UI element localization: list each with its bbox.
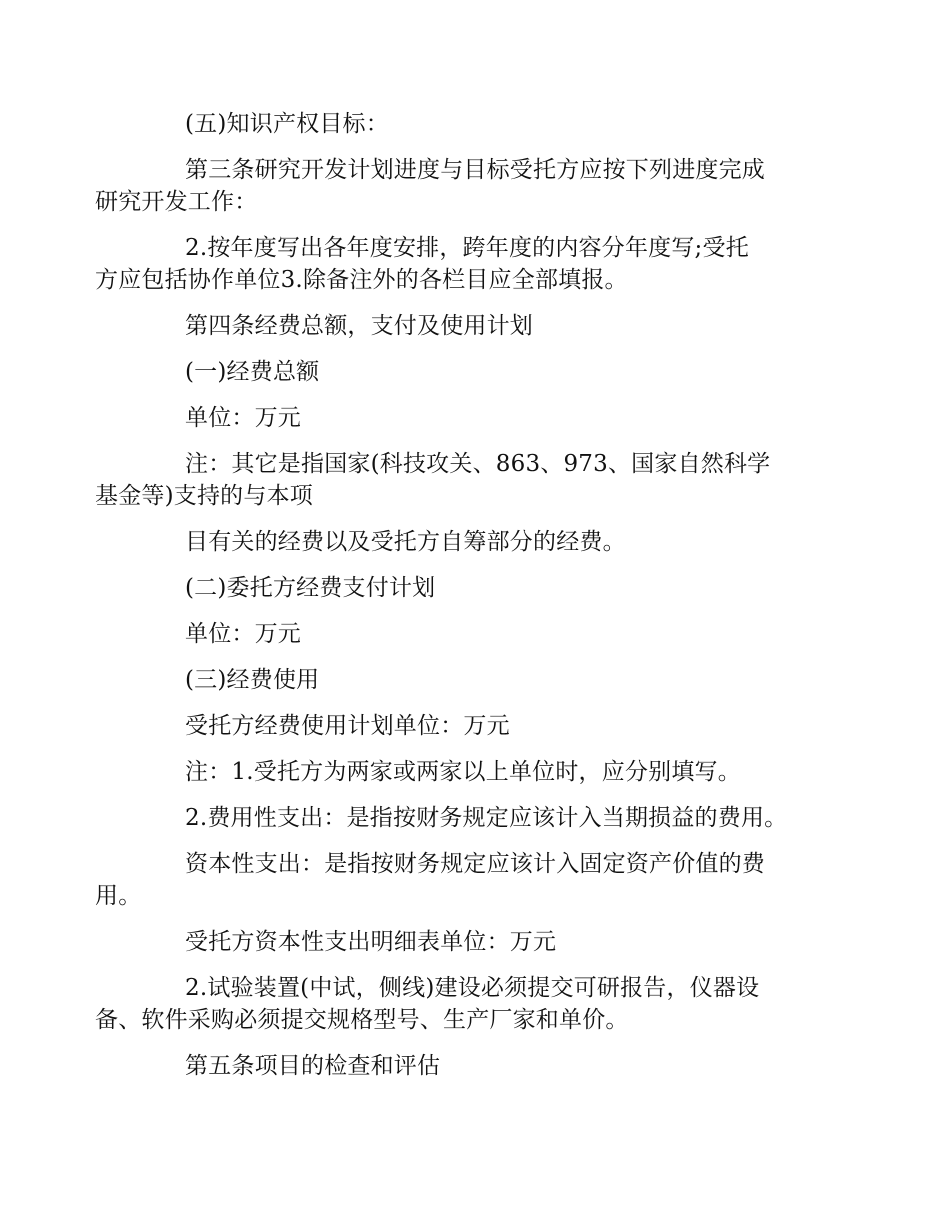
paragraph-line: (一)经费总额 [185,359,320,385]
paragraph-line: 2.试验装置(中试，侧线)建设必须提交可研报告，仪器设 [185,975,760,1001]
document-paragraph [95,154,812,218]
document-paragraph [140,1050,812,1082]
paragraph-line: 注：其它是指国家(科技攻关、863、973、国家自然科学 [185,451,771,477]
paragraph-line: 研究开发工作： [95,189,258,215]
paragraph-line: 受托方资本性支出明细表单位：万元 [185,929,557,955]
paragraph-line: 资本性支出：是指按财务规定应该计入固定资产价值的费 [185,851,765,877]
document-paragraph [95,848,812,912]
paragraph-line: 用。 [95,883,142,909]
document-paragraph [95,232,812,296]
paragraph-line: 受托方经费使用计划单位：万元 [185,713,510,739]
paragraph-line: 基金等)支持的与本项 [95,483,313,509]
document-paragraph [95,972,812,1036]
paragraph-line: (二)委托方经费支付计划 [185,575,436,601]
paragraph-line: (五)知识产权目标： [185,111,389,137]
paragraph-line: 第五条项目的检查和评估 [185,1053,441,1079]
paragraph-line: 第四条经费总额，支付及使用计划 [185,313,533,339]
document-paragraph [140,310,812,342]
paragraph-line: 目有关的经费以及受托方自筹部分的经费。 [185,529,626,555]
paragraph-line: 单位：万元 [185,405,301,431]
paragraph-line: 单位：万元 [185,621,301,647]
document-paragraph [140,108,812,140]
paragraph-line: 方应包括协作单位3.除备注外的各栏目应全部填报。 [95,267,628,293]
document-paragraph [140,402,812,434]
document-page [95,108,812,1096]
document-paragraph [140,356,812,388]
paragraph-line: 注：1.受托方为两家或两家以上单位时，应分别填写。 [185,759,741,785]
document-paragraph [140,664,812,696]
document-paragraph [140,926,812,958]
document-paragraph [140,710,812,742]
document-paragraph [140,618,812,650]
document-paragraph [140,572,812,604]
document-paragraph [95,448,812,512]
document-paragraph [140,756,812,788]
paragraph-line: 2.费用性支出：是指按财务规定应该计入当期损益的费用。 [185,805,788,831]
paragraph-line: (三)经费使用 [185,667,320,693]
document-paragraph [140,802,812,834]
paragraph-line: 第三条研究开发计划进度与目标受托方应按下列进度完成 [185,157,765,183]
paragraph-line: 2.按年度写出各年度安排，跨年度的内容分年度写;受托 [185,235,749,261]
document-paragraph [140,526,812,558]
paragraph-line: 备、软件采购必须提交规格型号、生产厂家和单价。 [95,1007,629,1033]
